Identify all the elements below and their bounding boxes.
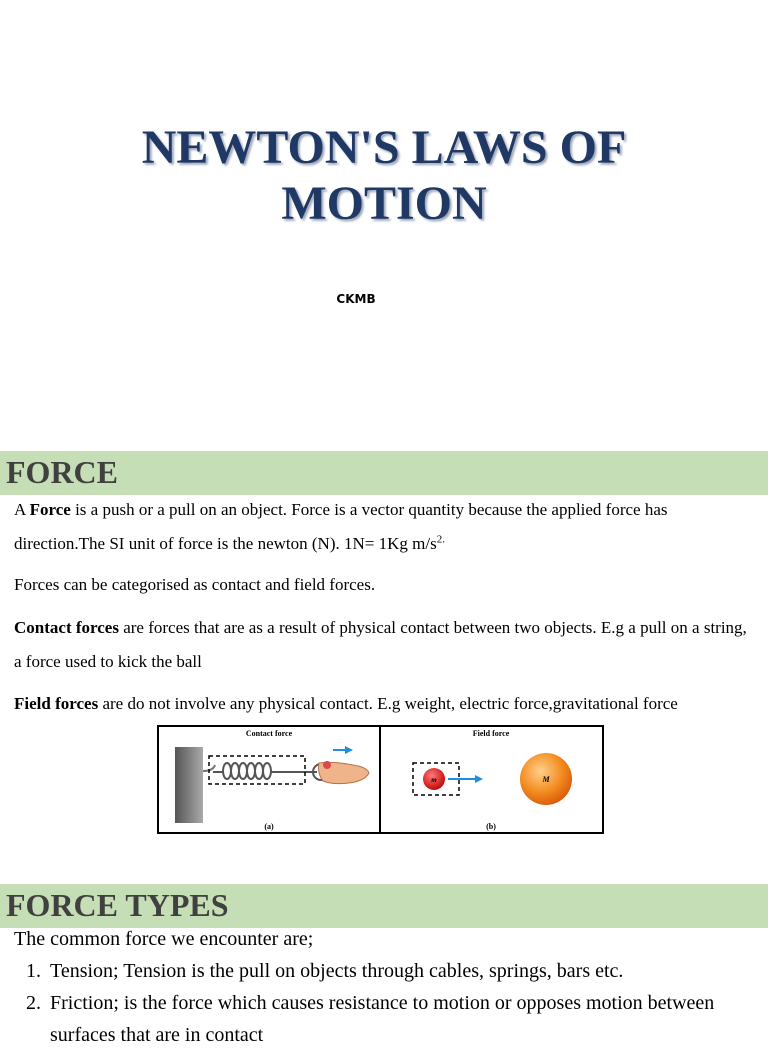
text-run: A xyxy=(14,500,30,519)
caption-a: (a) xyxy=(264,822,274,831)
force-heading: FORCE xyxy=(6,454,118,490)
small-mass-label: m xyxy=(431,776,437,784)
field-forces-paragraph xyxy=(14,687,734,721)
author-label: CKMB xyxy=(336,292,376,306)
force-term: Force xyxy=(29,500,71,519)
force-heading-band xyxy=(0,451,768,495)
superscript: 2. xyxy=(436,533,445,546)
title-line-2: MOTION xyxy=(281,177,487,230)
force-types-heading-band xyxy=(0,884,768,928)
caption-b: (b) xyxy=(486,822,496,831)
contact-force-label: Contact force xyxy=(245,729,293,738)
force-categories: Forces can be categorised as contact and field forces. xyxy=(14,575,376,594)
contact-forces-term: Contact forces xyxy=(14,618,119,637)
force-types-heading: FORCE TYPES xyxy=(6,887,229,923)
force-types-content xyxy=(14,923,754,1051)
field-force-label: Field force xyxy=(472,729,510,738)
force-definition xyxy=(14,493,754,561)
text-run: is a push or a pull on an object. Force is a vector quantity because the applied force has direction.The SI unit of force is the newton (N). 1N= 1Kg m/s xyxy=(14,500,668,553)
text-run: are do not involve any physical contact. E.g weight, electric force,gravitational force xyxy=(98,694,678,713)
field-forces-term: Field forces xyxy=(14,694,99,713)
force-types-list xyxy=(14,955,754,1051)
contact-forces-paragraph xyxy=(14,611,754,679)
large-mass-label: M xyxy=(542,775,550,784)
text-run: are forces that are as a result of physical contact between two objects. E.g a pull on a string, a force used to kick the ball xyxy=(14,618,747,671)
list-item: 1. Tension; Tension is the pull on objects through cables, springs, bars etc. xyxy=(46,955,754,987)
hand-grip xyxy=(323,761,331,769)
slide-title xyxy=(0,120,768,232)
force-types-intro: The common force we encounter are; xyxy=(14,928,314,950)
list-item: 2. Friction; is the force which causes resistance to motion or opposes motion between surfaces that are in contact xyxy=(46,987,754,1051)
wall xyxy=(175,747,203,823)
force-diagram xyxy=(157,725,604,834)
title-line-1: NEWTON'S LAWS OF xyxy=(141,121,627,174)
